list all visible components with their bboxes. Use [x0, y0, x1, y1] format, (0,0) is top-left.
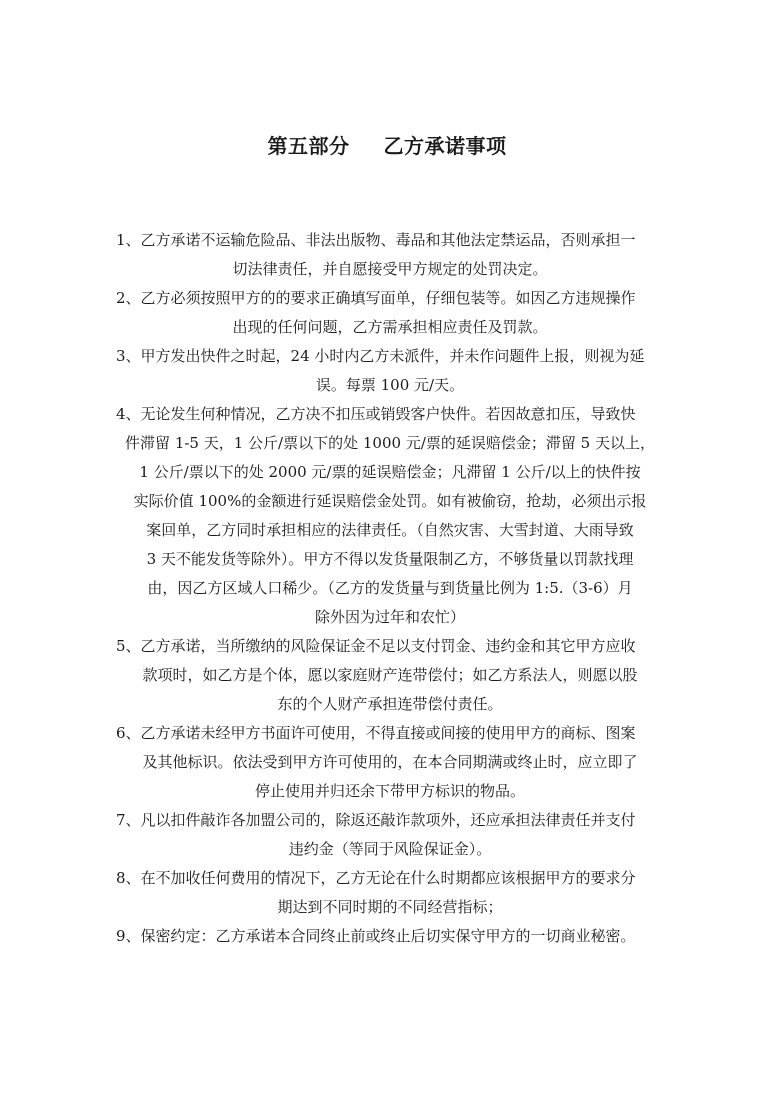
clause-first-line: 8、在不加收任何费用的情况下，乙方无论在什么时期都应该根据甲方的要求分	[116, 869, 636, 887]
clause-continuation-line: 期达到不同时期的不同经营指标；	[277, 898, 503, 916]
clause-first-line: 2、乙方必须按照甲方的的要求正确填写面单，仔细包装等。如因乙方违规操作	[116, 289, 636, 307]
clause-item	[116, 806, 664, 864]
clause-continuation-line: 由，因乙方区域人口稀少。（乙方的发货量与到货量比例为 1:5.（3-6）月	[147, 579, 633, 597]
clause-continuation-line: 误。每票 100 元/天。	[315, 376, 465, 394]
clause-continuation-line: 切法律责任，并自愿接受甲方规定的处罚决定。	[232, 260, 548, 278]
clause-first-line: 3、甲方发出快件之时起，24 小时内乙方未派件，并未作问题件上报，则视为延	[116, 347, 645, 365]
clause-continuation-line: 除外因为过年和农忙）	[314, 608, 465, 626]
clause-continuation-line: 件滞留 1-5 天，1 公斤/票以下的处 1000 元/票的延误赔偿金；滞留 5 天以上，	[125, 434, 655, 452]
clause-continuation-line: 款项时，如乙方是个体，愿以家庭财产连带偿付；如乙方系法人，则愿以股	[142, 666, 638, 684]
clause-item	[116, 922, 664, 951]
clause-continuation-line: 1 公斤/票以下的处 2000 元/票的延误赔偿金；凡滞留 1 公斤/以上的快件按	[139, 463, 641, 481]
clause-continuation-line: 停止使用并归还余下带甲方标识的物品。	[254, 782, 525, 800]
clause-first-line: 9、保密约定：乙方承诺本合同终止前或终止后切实保守甲方的一切商业秘密。	[116, 927, 636, 945]
clause-first-line: 5、乙方承诺，当所缴纳的风险保证金不足以支付罚金、违约金和其它甲方应收	[116, 637, 636, 655]
clause-item	[116, 632, 664, 719]
clause-first-line: 7、凡以扣件敲诈各加盟公司的，除返还敲诈款项外，还应承担法律责任并支付	[116, 811, 636, 829]
clause-item	[116, 342, 664, 400]
title-name: 乙方承诺事项	[383, 134, 507, 158]
title-part: 第五部分	[267, 134, 350, 158]
clause-item	[116, 719, 664, 806]
clause-continuation-line: 3 天不能发货等除外）。甲方不得以发货量限制乙方，不够货量以罚款找理	[146, 550, 634, 568]
clause-first-line: 1、乙方承诺不运输危险品、非法出版物、毒品和其他法定禁运品，否则承担一	[116, 231, 636, 249]
clause-item	[116, 400, 664, 632]
clause-list	[116, 226, 664, 951]
clause-item	[116, 226, 664, 284]
clause-item	[116, 864, 664, 922]
clause-item	[116, 284, 664, 342]
clause-continuation-line: 实际价值 100%的金额进行延误赔偿金处罚。如有被偷窃，抢劫，必须出示报	[133, 492, 647, 510]
clause-continuation-line: 案回单，乙方同时承担相应的法律责任。（自然灾害、大雪封道、大雨导致	[146, 521, 634, 539]
page-title	[0, 131, 774, 161]
clause-continuation-line: 违约金（等同于风险保证金）。	[288, 840, 492, 858]
clause-continuation-line: 出现的任何问题，乙方需承担相应责任及罚款。	[232, 318, 548, 336]
clause-continuation-line: 东的个人财产承担连带偿付责任。	[277, 695, 503, 713]
clause-first-line: 6、乙方承诺未经甲方书面许可使用，不得直接或间接的使用甲方的商标、图案	[116, 724, 636, 742]
clause-first-line: 4、无论发生何种情况，乙方决不扣压或销毁客户快件。若因故意扣压，导致快	[116, 405, 636, 423]
clause-continuation-line: 及其他标识。依法受到甲方许可使用的，在本合同期满或终止时，应立即了	[142, 753, 638, 771]
